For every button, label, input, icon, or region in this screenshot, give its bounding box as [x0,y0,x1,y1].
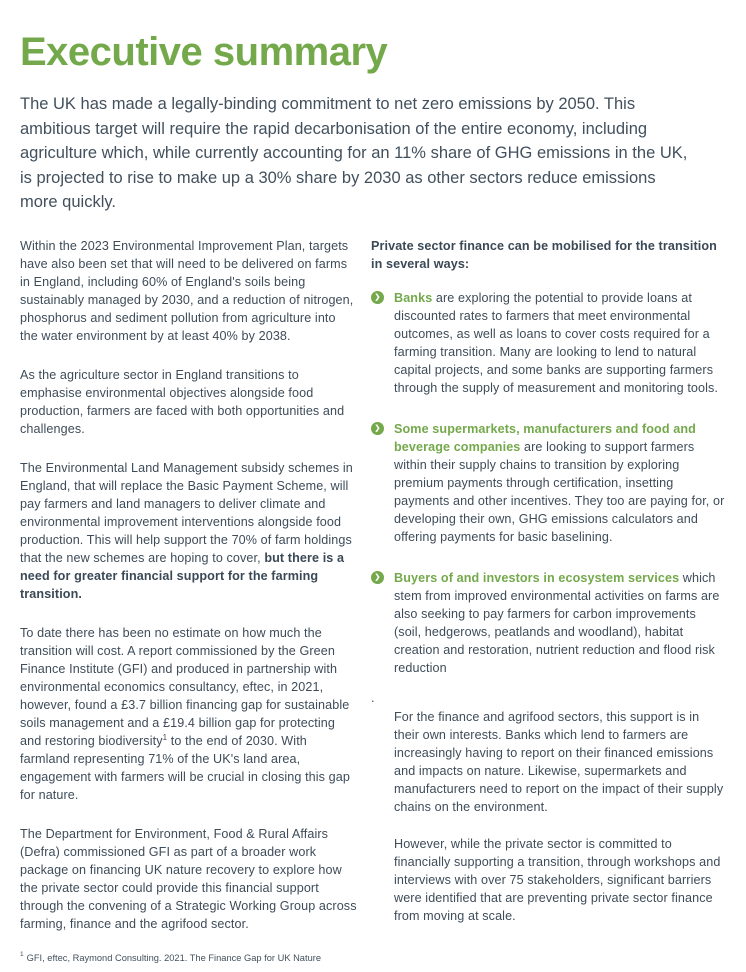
chevron-circle-icon: ❯ [371,291,384,304]
bullet-text: are exploring the potential to provide loans at discounted rates to farmers that meet environmental outcomes, as well as loans to cover costs required for a farming transition. Many are looking to lend to natural capital projects, and some banks are supporting farmers through the supply of measurement and monitoring tools. [394,290,719,395]
paragraph: For the finance and agrifood sectors, this support is in their own interests. Banks which lend to farmers are increasingly having to report on their financed emissions and impacts on nature. Likewise, supermarkets and manufacturers need to report on the impact of their supply chains on the environment. [394,709,724,814]
text-segment: To date there has been no estimate on how much the transition will cost. A report commissioned by the Green Finance Institute (GFI) and produced in partnership with environmental economics consultancy, eftec, in 2021, however, found a £3.7 billion financing gap for sustainable soils management and a £19.4 billion gap for protecting and restoring biodiversity [20,625,350,748]
two-column-layout [20,237,726,964]
paragraph: Within the 2023 Environmental Improvement Plan, targets have also been set that will need to be delivered on farms in England, including 60% of England's soils being sustainably managed by 2030, and a reduction of nitrogen, phosphorus and sediment pollution from agriculture into the water environment by at least 40% by 2038. [20,238,354,343]
paragraph [20,459,357,603]
list-item-banks [371,289,726,397]
text-segment: The Environmental Land Management subsidy schemes in England, that will replace the Basic Payment Scheme, will pay farmers and land managers to deliver climate and environmental improvement interventions alongside food production. This will help support the 70% of farm holdings that the new schemes are hoping to cover, [20,460,353,565]
text-segment: to the end of 2030. With farmland representing 71% of the UK's land area, engagement with farmers will be crucial in closing this gap for nature. [20,733,350,802]
right-column-heading: Private sector finance can be mobilised for the transition in several ways: [371,238,717,271]
footnote-reference: 1 [162,732,168,742]
paragraph: As the agriculture sector in England transitions to emphasise environmental objectives alongside food production, farmers are faced with both opportunities and challenges. [20,367,345,436]
page-title: Executive summary [20,30,388,74]
paragraph: However, while the private sector is committed to financially supporting a transition, through workshops and interviews with over 75 stakeholders, significant barriers were identified that are preventing private sector finance from moving at scale. [394,836,721,923]
orphan-period: . [371,690,375,705]
list-item-supermarkets [371,420,726,546]
right-column [371,237,726,964]
footnote-text: GFI, eftec, Raymond Consulting. 2021. The Finance Gap for UK Nature [26,952,322,963]
bullet-text: which stem from improved environmental activities on farms are also seeking to pay farmers for carbon improvements (soil, hedgerows, peatlands and woodland), habitat creation and restoration, nutrient reduction and flood risk reduction [394,570,720,675]
footnote-marker: 1 [20,951,24,959]
paragraph [20,624,357,804]
footnote [20,952,357,964]
bold-text-segment: but there is a need for greater financial support for the farming transition. [20,550,345,601]
bullet-lead: Some supermarkets, manufacturers and food and beverage companies [394,421,696,454]
bullet-list [371,289,726,677]
chevron-circle-icon: ❯ [371,571,384,584]
chevron-circle-icon: ❯ [371,422,384,435]
bullet-text: are looking to support farmers within their supply chains to transition by exploring premium payments through certification, insetting payments and other incentives. They too are paying for, or developing their own, GHG emissions calculators and offering payments for basic baselining. [394,439,725,544]
paragraph: The Department for Environment, Food & Rural Affairs (Defra) commissioned GFI as part of a broader work package on financing UK nature recovery to explore how the private sector could provide this financial support through the convening of a Strategic Working Group across farming, finance and the agrifood sector. [20,826,357,931]
left-column [20,237,357,964]
intro-paragraph: The UK has made a legally-binding commitment to net zero emissions by 2050. This ambitious target will require the rapid decarbonisation of the entire economy, including agriculture which, while currently accounting for an 11% share of GHG emissions in the UK, is projected to rise to make up a 30% share by 2030 as other sectors reduce emissions more quickly. [20,95,688,211]
bullet-lead: Banks [394,290,433,305]
list-item-ecosystem-buyers [371,569,726,677]
bullet-lead: Buyers of and investors in ecosystem services [394,570,680,585]
